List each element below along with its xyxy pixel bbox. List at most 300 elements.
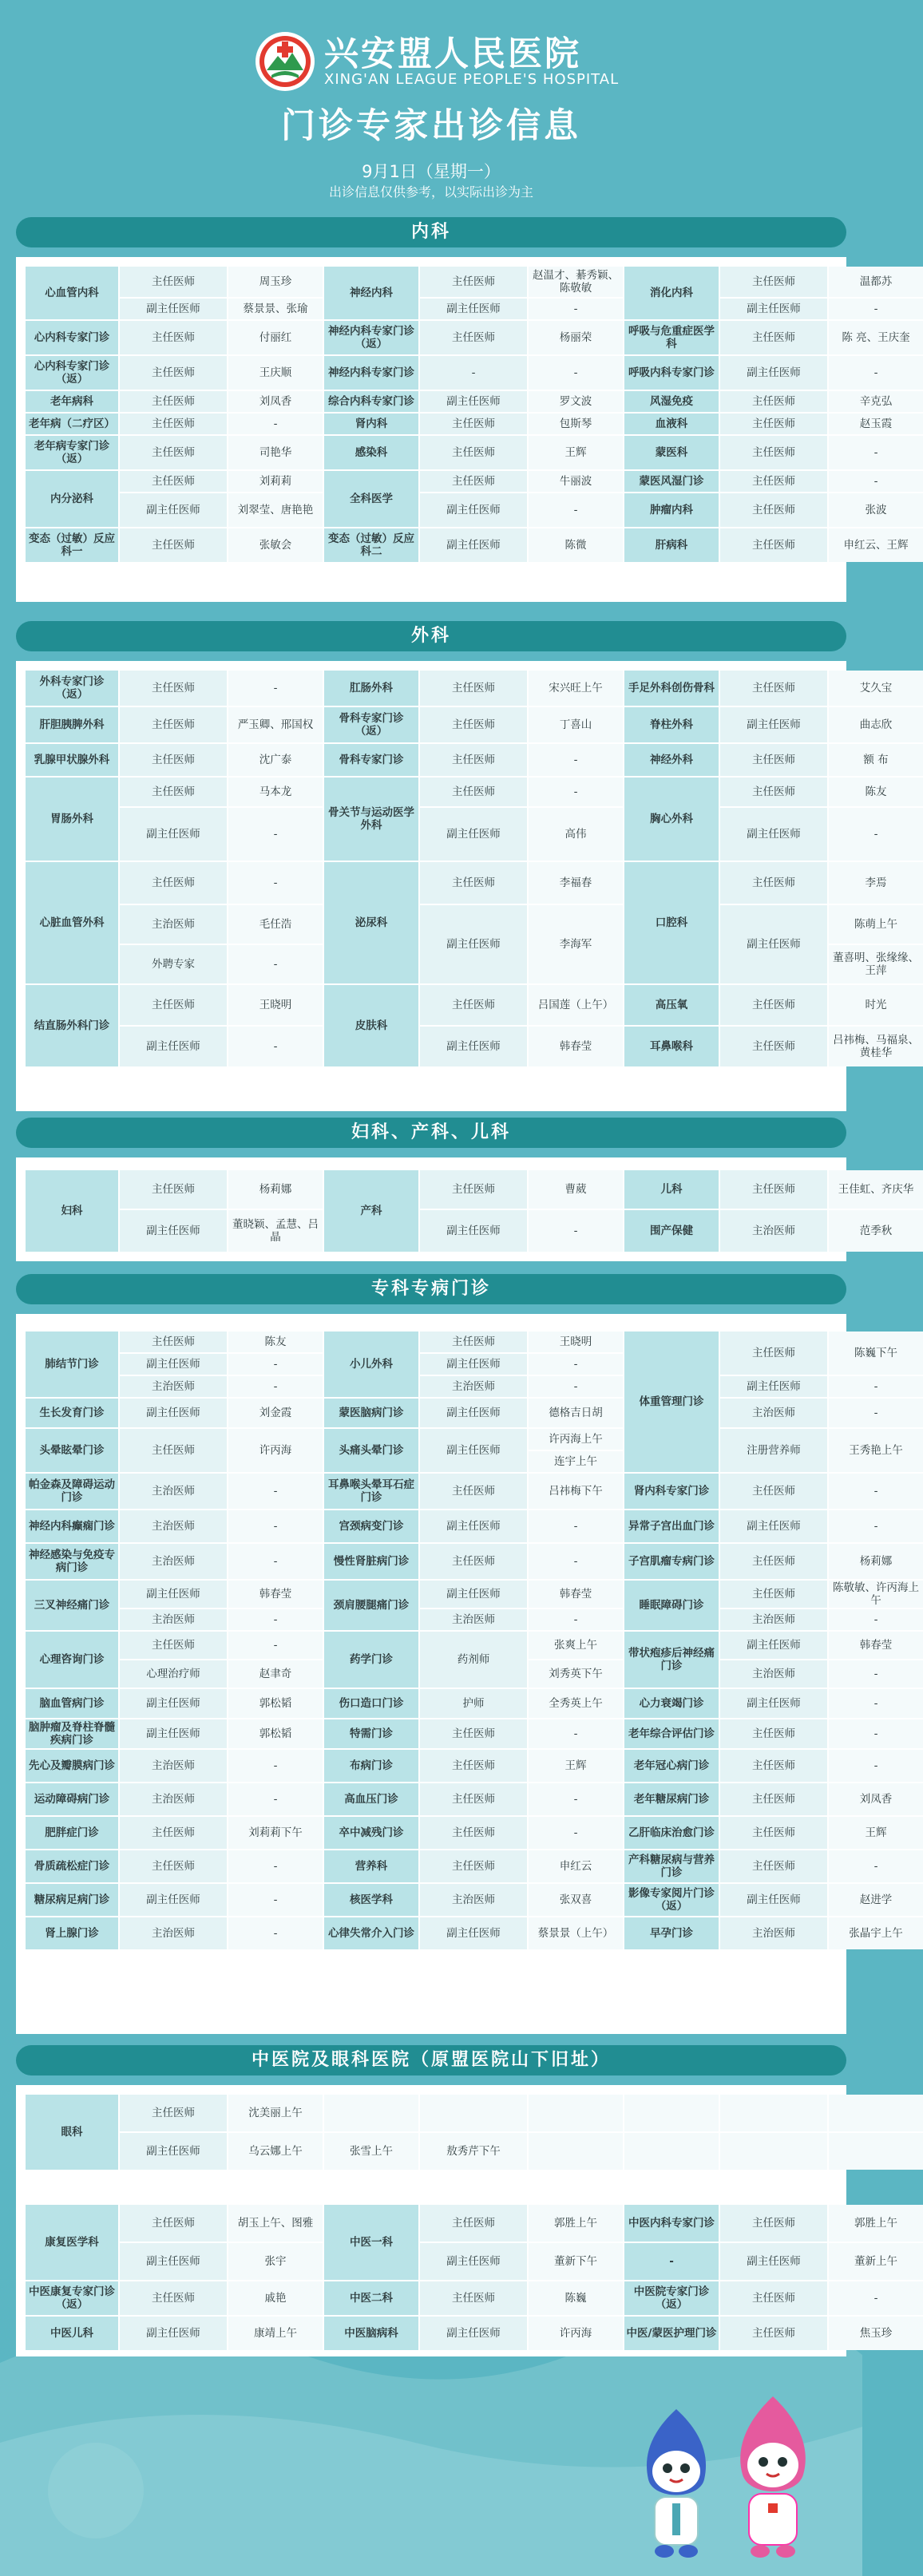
- doctor-title-cell: 护师: [420, 1689, 527, 1718]
- doctor-title-cell: 副主任医师: [420, 1510, 527, 1542]
- section-panel-obgyn-pediatrics: [16, 1157, 914, 1261]
- doctor-name-cell: 连宇上午: [529, 1451, 623, 1472]
- department-cell: 康复医学科: [26, 2205, 118, 2280]
- department-cell: 儿科: [624, 1170, 719, 1209]
- department-cell: 外科专家门诊（返）: [26, 671, 118, 706]
- department-cell: 颈肩腰腿痛门诊: [324, 1581, 418, 1630]
- department-cell: 全科医学: [324, 471, 418, 527]
- doctor-title-cell: 主任医师: [120, 707, 227, 742]
- doctor-name-cell: [420, 2095, 527, 2131]
- doctor-title-cell: 主任医师: [420, 985, 527, 1025]
- doctor-name-cell: 付丽红: [228, 321, 323, 354]
- doctor-name-cell: 蔡景景、张瑜: [228, 299, 323, 319]
- department-cell: -: [624, 2243, 719, 2280]
- section-panel-specialty: [16, 1314, 919, 2034]
- doctor-name-cell: 韩春莹: [529, 1581, 623, 1608]
- department-cell: 脊柱外科: [624, 707, 719, 742]
- doctor-name-cell: -: [228, 1510, 323, 1542]
- department-cell: 慢性肾脏病门诊: [324, 1544, 418, 1579]
- doctor-name-cell: 赵聿奇: [228, 1660, 323, 1688]
- doctor-title-cell: 副主任医师: [120, 2317, 227, 2350]
- doctor-title-cell: 主任医师: [420, 1332, 527, 1352]
- doctor-title-cell: 副主任医师: [420, 1210, 527, 1252]
- department-cell: 耳鼻喉科: [624, 1027, 719, 1066]
- doctor-title-cell: 主治医师: [420, 1376, 527, 1397]
- doctor-name-cell: 周玉珍: [228, 267, 323, 297]
- doctor-title-cell: 主任医师: [720, 1581, 827, 1608]
- doctor-title-cell: 外聘专家: [120, 945, 227, 983]
- doctor-title-cell: 副主任医师: [120, 1884, 227, 1916]
- doctor-title-cell: 主任医师: [120, 436, 227, 469]
- doctor-name-cell: -: [829, 1474, 923, 1509]
- doctor-name-cell: 吕祎梅下午: [529, 1474, 623, 1509]
- doctor-title-cell: 主任医师: [420, 436, 527, 469]
- department-cell: 胸心外科: [624, 778, 719, 861]
- doctor-name-cell: -: [829, 356, 923, 390]
- doctor-title-cell: 副主任医师: [720, 707, 827, 742]
- department-cell: 骨关节与运动医学外科: [324, 778, 418, 861]
- doctor-title-cell: 主任医师: [720, 493, 827, 527]
- doctor-title-cell: 副主任医师: [120, 1581, 227, 1608]
- doctor-name-cell: -: [228, 671, 323, 706]
- department-cell: 营养科: [324, 1850, 418, 1882]
- department-cell: 蒙医科: [624, 436, 719, 469]
- doctor-title-cell: 副主任医师: [420, 391, 527, 412]
- department-cell: 伤口造口门诊: [324, 1689, 418, 1718]
- doctor-title-cell: 主治医师: [120, 1510, 227, 1542]
- doctor-title-cell: 副主任医师: [420, 808, 527, 861]
- doctor-name-cell: 王晓明: [529, 1332, 623, 1352]
- doctor-title-cell: 副主任医师: [120, 2133, 227, 2170]
- department-cell: 中医院专家门诊（返）: [624, 2281, 719, 2315]
- doctor-name-cell: 郭松韬: [228, 1719, 323, 1748]
- department-cell: 脑血管病门诊: [26, 1689, 118, 1718]
- doctor-title-cell: 主任医师: [720, 1332, 827, 1375]
- doctor-name-cell: -: [829, 1399, 923, 1427]
- department-cell: 手足外科创伤骨科: [624, 671, 719, 706]
- doctor-title-cell: 主任医师: [420, 1850, 527, 1882]
- doctor-title-cell: 主任医师: [120, 1632, 227, 1659]
- doctor-name-cell: 许丙海: [228, 1429, 323, 1472]
- doctor-name-cell: 王辉: [529, 1750, 623, 1782]
- doctor-name-cell: 赵玉霞: [829, 414, 923, 434]
- department-cell: 子宫肌瘤专病门诊: [624, 1544, 719, 1579]
- doctor-name-cell: [829, 2095, 923, 2131]
- department-cell: 老年糖尿病门诊: [624, 1783, 719, 1815]
- doctor-name-cell: 张宇: [228, 2243, 323, 2280]
- doctor-name-cell: 吕国莲（上午）: [529, 985, 623, 1025]
- department-cell: 中医内科专家门诊: [624, 2205, 719, 2242]
- doctor-name-cell: 刘莉莉下午: [228, 1817, 323, 1849]
- doctor-name-cell: -: [829, 1850, 923, 1882]
- doctor-title-cell: 主任医师: [420, 2281, 527, 2315]
- doctor-title-cell: 主任医师: [120, 321, 227, 354]
- department-cell: 卒中减残门诊: [324, 1817, 418, 1849]
- doctor-title-cell: 副主任医师: [720, 1510, 827, 1542]
- doctor-name-cell: 王晓明: [228, 985, 323, 1025]
- department-cell: 变态（过敏）反应科二: [324, 528, 418, 562]
- doctor-name-cell: 李海军: [529, 905, 623, 983]
- department-cell: 脑肿瘤及脊柱脊髓疾病门诊: [26, 1719, 118, 1748]
- doctor-title-cell: 主治医师: [720, 1399, 827, 1427]
- department-cell: 乙肝临床治愈门诊: [624, 1817, 719, 1849]
- doctor-name-cell: 刘秀英下午: [529, 1660, 623, 1688]
- doctor-title-cell: 主任医师: [120, 2281, 227, 2315]
- department-cell: 肿瘤内科: [624, 493, 719, 527]
- department-cell: 核医学科: [324, 1884, 418, 1916]
- doctor-name-cell: 额 布: [829, 744, 923, 776]
- department-cell: 眼科: [26, 2095, 118, 2170]
- doctor-name-cell: -: [529, 1510, 623, 1542]
- department-cell: 产科糖尿病与营养门诊: [624, 1850, 719, 1882]
- doctor-name-cell: 杨莉娜: [829, 1544, 923, 1579]
- doctor-title-cell: 主治医师: [120, 1750, 227, 1782]
- schedule-table-obgyn-pediatrics: [26, 1170, 923, 1252]
- section-bar-internal: [16, 217, 846, 247]
- doctor-title-cell: 主任医师: [420, 778, 527, 806]
- doctor-name-cell: -: [829, 808, 923, 861]
- doctor-title-cell: 主任医师: [120, 391, 227, 412]
- doctor-title-cell: 主任医师: [720, 528, 827, 562]
- department-cell: 产科: [324, 1170, 418, 1252]
- doctor-name-cell: 韩春莹: [829, 1632, 923, 1659]
- department-cell: 影像专家阅片门诊（返）: [624, 1884, 719, 1916]
- section-bar-surgery: [16, 621, 846, 651]
- doctor-title-cell: 主任医师: [120, 414, 227, 434]
- doctor-title-cell: 副主任医师: [120, 1399, 227, 1427]
- doctor-name-cell: 董新下午: [529, 2243, 623, 2280]
- doctor-name-cell: -: [829, 2281, 923, 2315]
- doctor-title-cell: 主任医师: [720, 1544, 827, 1579]
- department-cell: 中医儿科: [26, 2317, 118, 2350]
- doctor-name-cell: -: [829, 299, 923, 319]
- doctor-name-cell: -: [829, 1719, 923, 1748]
- department-cell: 胃肠外科: [26, 778, 118, 861]
- department-cell: 感染科: [324, 436, 418, 469]
- doctor-title-cell: 主任医师: [420, 1170, 527, 1209]
- department-cell: 特需门诊: [324, 1719, 418, 1748]
- doctor-name-cell: 许丙海上午: [529, 1429, 623, 1450]
- doctor-title-cell: 主任医师: [420, 1783, 527, 1815]
- doctor-title-cell: 副主任医师: [120, 1719, 227, 1748]
- department-cell: 骨科专家门诊: [324, 744, 418, 776]
- doctor-name-cell: -: [228, 1354, 323, 1375]
- section-bar-tcm-eye: [16, 2045, 846, 2075]
- doctor-title-cell: 心理治疗师: [120, 1660, 227, 1688]
- doctor-name-cell: 艾久宝: [829, 671, 923, 706]
- department-cell: 心理咨询门诊: [26, 1632, 118, 1688]
- doctor-title-cell: 主任医师: [720, 1170, 827, 1209]
- doctor-title-cell: 主任医师: [120, 778, 227, 806]
- doctor-name-cell: -: [228, 1632, 323, 1659]
- section-title: 中医院及眼科医院（原盟医院山下旧址）: [16, 2045, 846, 2075]
- department-cell: 带状疱疹后神经痛门诊: [624, 1632, 719, 1688]
- doctor-name-cell: 陈萌上午: [829, 905, 923, 944]
- doctor-title-cell: 主任医师: [420, 1719, 527, 1748]
- doctor-name-cell: [829, 2133, 923, 2170]
- doctor-name-cell: 陈敬敏、许丙海上午: [829, 1581, 923, 1608]
- doctor-name-cell: 全秀英上午: [529, 1689, 623, 1718]
- doctor-title-cell: 主任医师: [720, 471, 827, 492]
- doctor-name-cell: 张爽上午: [529, 1632, 623, 1659]
- page-title: 门诊专家出诊信息: [281, 106, 581, 146]
- doctor-name-cell: 王辉: [529, 436, 623, 469]
- doctor-title-cell: 主任医师: [720, 1750, 827, 1782]
- doctor-title-cell: 副主任医师: [720, 1689, 827, 1718]
- doctor-name-cell: 刘翠莹、唐艳艳: [228, 493, 323, 527]
- doctor-name-cell: 时光: [829, 985, 923, 1025]
- doctor-title-cell: 主任医师: [420, 414, 527, 434]
- doctor-title-cell: 副主任医师: [720, 1376, 827, 1397]
- doctor-name-cell: 德格吉日胡: [529, 1399, 623, 1427]
- doctor-title-cell: 主任医师: [720, 1027, 827, 1066]
- department-cell: 老年病（二疗区）: [26, 414, 118, 434]
- doctor-title-cell: 药剂师: [420, 1632, 527, 1688]
- department-cell: 头晕眩晕门诊: [26, 1429, 118, 1472]
- doctor-title-cell: 主治医师: [420, 1884, 527, 1916]
- section-title: 专科专病门诊: [16, 1274, 846, 1304]
- section-panel-tcm-eye: [16, 2085, 897, 2356]
- department-cell: 生长发育门诊: [26, 1399, 118, 1427]
- section-panel-internal: [16, 257, 910, 602]
- doctor-name-cell: 王佳虹、齐庆华: [829, 1170, 923, 1209]
- department-cell: 运动障碍病门诊: [26, 1783, 118, 1815]
- doctor-name-cell: 包斯琴: [529, 414, 623, 434]
- doctor-name-cell: -: [228, 1376, 323, 1397]
- doctor-title-cell: 注册营养师: [720, 1429, 827, 1472]
- doctor-name-cell: 陈友: [228, 1332, 323, 1352]
- doctor-name-cell: 王庆顺: [228, 356, 323, 390]
- department-cell: 小儿外科: [324, 1332, 418, 1397]
- department-cell: 肛肠外科: [324, 671, 418, 706]
- doctor-title-cell: 主任医师: [720, 321, 827, 354]
- schedule-table-tcm: [26, 2205, 923, 2350]
- department-cell: 高血压门诊: [324, 1783, 418, 1815]
- doctor-title-cell: 主任医师: [720, 1817, 827, 1849]
- doctor-name-cell: 李焉: [829, 862, 923, 904]
- doctor-title-cell: 主任医师: [420, 1817, 527, 1849]
- doctor-name-cell: -: [829, 1750, 923, 1782]
- department-cell: 呼吸与危重症医学科: [624, 321, 719, 354]
- doctor-name-cell: [720, 2133, 827, 2170]
- department-cell: 中医二科: [324, 2281, 418, 2315]
- doctor-name-cell: -: [228, 1027, 323, 1066]
- doctor-title-cell: 主治医师: [120, 1376, 227, 1397]
- doctor-title-cell: 主治医师: [120, 1917, 227, 1949]
- doctor-title-cell: 主任医师: [420, 471, 527, 492]
- doctor-title-cell: 主任医师: [420, 267, 527, 297]
- doctor-title-cell: 副主任医师: [120, 493, 227, 527]
- doctor-title-cell: 主任医师: [120, 1429, 227, 1472]
- department-cell: 蒙医脑病门诊: [324, 1399, 418, 1427]
- doctor-name-cell: 申红云: [529, 1850, 623, 1882]
- doctor-title-cell: 主任医师: [720, 414, 827, 434]
- doctor-name-cell: -: [228, 1544, 323, 1579]
- doctor-name-cell: 刘金霞: [228, 1399, 323, 1427]
- doctor-name-cell: -: [829, 1510, 923, 1542]
- doctor-name-cell: 陈微: [529, 528, 623, 562]
- doctor-title-cell: 主任医师: [420, 862, 527, 904]
- doctor-title-cell: 主任医师: [120, 1850, 227, 1882]
- doctor-name-cell: 马本龙: [228, 778, 323, 806]
- doctor-name-cell: -: [228, 414, 323, 434]
- doctor-name-cell: 刘凤香: [829, 1783, 923, 1815]
- department-cell: 妇科: [26, 1170, 118, 1252]
- doctor-name-cell: 刘凤香: [228, 391, 323, 412]
- doctor-title-cell: 主治医师: [120, 1609, 227, 1630]
- doctor-title-cell: 主任医师: [120, 862, 227, 904]
- schedule-date: 9月1日（星期一）: [362, 162, 501, 181]
- doctor-name-cell: 杨莉娜: [228, 1170, 323, 1209]
- department-cell: 蒙医风湿门诊: [624, 471, 719, 492]
- department-cell: 老年病科: [26, 391, 118, 412]
- doctor-name-cell: 高伟: [529, 808, 623, 861]
- doctor-title-cell: 主任医师: [120, 528, 227, 562]
- doctor-title-cell: -: [420, 356, 527, 390]
- doctor-name-cell: 戚艳: [228, 2281, 323, 2315]
- doctor-name-cell: 敖秀芹下午: [420, 2133, 527, 2170]
- doctor-name-cell: -: [529, 1817, 623, 1849]
- section-title: 内科: [16, 217, 846, 247]
- doctor-name-cell: 李福春: [529, 862, 623, 904]
- department-cell: 睡眠障碍门诊: [624, 1581, 719, 1630]
- doctor-name-cell: 吕祎梅、马福泉、黄桂华: [829, 1027, 923, 1066]
- department-cell: 帕金森及障碍运动门诊: [26, 1474, 118, 1509]
- doctor-title-cell: 主治医师: [120, 1783, 227, 1815]
- doctor-name-cell: [324, 2095, 418, 2131]
- doctor-name-cell: -: [529, 1376, 623, 1397]
- department-cell: 高压氧: [624, 985, 719, 1025]
- doctor-name-cell: 乌云娜上午: [228, 2133, 323, 2170]
- doctor-name-cell: [720, 2095, 827, 2131]
- doctor-title-cell: 副主任医师: [720, 299, 827, 319]
- schedule-table-surgery: [26, 671, 923, 1066]
- doctor-name-cell: [529, 2095, 623, 2131]
- doctor-title-cell: 主任医师: [120, 471, 227, 492]
- doctor-title-cell: 主任医师: [420, 1750, 527, 1782]
- doctor-name-cell: 牛丽波: [529, 471, 623, 492]
- hospital-name: 兴安盟人民医院: [324, 34, 581, 74]
- doctor-name-cell: 申红云、王辉: [829, 528, 923, 562]
- department-cell: 心力衰竭门诊: [624, 1689, 719, 1718]
- doctor-name-cell: 许丙海: [529, 2317, 623, 2350]
- department-cell: 神经内科癫痫门诊: [26, 1510, 118, 1542]
- doctor-name-cell: 王辉: [829, 1817, 923, 1849]
- section-title: 外科: [16, 621, 846, 651]
- doctor-name-cell: -: [228, 1609, 323, 1630]
- doctor-name-cell: 蔡景景（上午）: [529, 1917, 623, 1949]
- doctor-title-cell: 副主任医师: [420, 1354, 527, 1375]
- doctor-title-cell: 副主任医师: [720, 1884, 827, 1916]
- department-cell: 变态（过敏）反应科一: [26, 528, 118, 562]
- doctor-title-cell: 副主任医师: [420, 493, 527, 527]
- doctor-name-cell: 沈广泰: [228, 744, 323, 776]
- doctor-name-cell: 司艳华: [228, 436, 323, 469]
- doctor-name-cell: -: [529, 1544, 623, 1579]
- doctor-name-cell: 杨丽荣: [529, 321, 623, 354]
- department-cell: 中医一科: [324, 2205, 418, 2280]
- doctor-title-cell: 副主任医师: [420, 1429, 527, 1472]
- doctor-name-cell: 曹葳: [529, 1170, 623, 1209]
- disclaimer-note: 出诊信息仅供参考，以实际出诊为主: [328, 184, 533, 200]
- department-cell: 心血管内科: [26, 267, 118, 319]
- doctor-title-cell: 副主任医师: [720, 905, 827, 983]
- doctor-name-cell: 郭胜上午: [529, 2205, 623, 2242]
- schedule-table-eye: [26, 2095, 923, 2170]
- doctor-name-cell: -: [529, 744, 623, 776]
- doctor-name-cell: 韩春莹: [529, 1027, 623, 1066]
- doctor-title-cell: 副主任医师: [420, 299, 527, 319]
- doctor-name-cell: 韩春莹: [228, 1581, 323, 1608]
- doctor-name-cell: [624, 2095, 719, 2131]
- doctor-name-cell: -: [529, 778, 623, 806]
- doctor-title-cell: 副主任医师: [420, 1917, 527, 1949]
- mascot-nurse-icon: [725, 2392, 821, 2562]
- doctor-name-cell: -: [529, 1609, 623, 1630]
- doctor-name-cell: -: [829, 1376, 923, 1397]
- doctor-title-cell: 主任医师: [720, 744, 827, 776]
- doctor-title-cell: 副主任医师: [420, 1399, 527, 1427]
- doctor-title-cell: 副主任医师: [720, 1632, 827, 1659]
- section-bar-specialty: [16, 1274, 846, 1304]
- doctor-name-cell: [529, 2133, 623, 2170]
- mascot-doctor-icon: [632, 2403, 720, 2562]
- department-cell: 皮肤科: [324, 985, 418, 1066]
- doctor-title-cell: 主任医师: [720, 267, 827, 297]
- doctor-title-cell: 主任医师: [720, 778, 827, 806]
- department-cell: 结直肠外科门诊: [26, 985, 118, 1066]
- department-cell: 布病门诊: [324, 1750, 418, 1782]
- department-cell: 呼吸内科专家门诊: [624, 356, 719, 390]
- doctor-title-cell: 主任医师: [120, 985, 227, 1025]
- doctor-title-cell: 主任医师: [720, 985, 827, 1025]
- doctor-name-cell: -: [529, 1719, 623, 1748]
- department-cell: 综合内科专家门诊: [324, 391, 418, 412]
- doctor-title-cell: 副主任医师: [420, 2243, 527, 2280]
- department-cell: 体重管理门诊: [624, 1332, 719, 1472]
- doctor-title-cell: 主治医师: [720, 1609, 827, 1630]
- doctor-name-cell: 陈 亮、王庆奎: [829, 321, 923, 354]
- doctor-title-cell: 主任医师: [720, 391, 827, 412]
- doctor-name-cell: -: [228, 1884, 323, 1916]
- department-cell: 神经内科专家门诊（返）: [324, 321, 418, 354]
- department-cell: 头痛头晕门诊: [324, 1429, 418, 1472]
- doctor-name-cell: 严玉卿、邢国权: [228, 707, 323, 742]
- doctor-title-cell: 主任医师: [720, 1850, 827, 1882]
- doctor-name-cell: 郭松韬: [228, 1689, 323, 1718]
- doctor-name-cell: -: [829, 1689, 923, 1718]
- doctor-name-cell: -: [228, 1783, 323, 1815]
- doctor-name-cell: 刘莉莉: [228, 471, 323, 492]
- department-cell: 中医康复专家门诊（返）: [26, 2281, 118, 2315]
- doctor-title-cell: 主治医师: [120, 1544, 227, 1579]
- doctor-title-cell: 主任医师: [720, 1783, 827, 1815]
- doctor-title-cell: 主任医师: [720, 2281, 827, 2315]
- doctor-title-cell: 主任医师: [120, 1170, 227, 1209]
- department-cell: 肾内科: [324, 414, 418, 434]
- doctor-title-cell: 主任医师: [120, 744, 227, 776]
- doctor-title-cell: 主任医师: [720, 436, 827, 469]
- doctor-title-cell: 副主任医师: [120, 1027, 227, 1066]
- doctor-title-cell: 主任医师: [420, 744, 527, 776]
- department-cell: 老年病专家门诊（返）: [26, 436, 118, 469]
- section-title: 妇科、产科、儿科: [16, 1118, 846, 1148]
- department-cell: 药学门诊: [324, 1632, 418, 1688]
- doctor-title-cell: 副主任医师: [420, 1027, 527, 1066]
- doctor-name-cell: 张雪上午: [324, 2133, 418, 2170]
- doctor-name-cell: 赵进学: [829, 1884, 923, 1916]
- department-cell: 血液科: [624, 414, 719, 434]
